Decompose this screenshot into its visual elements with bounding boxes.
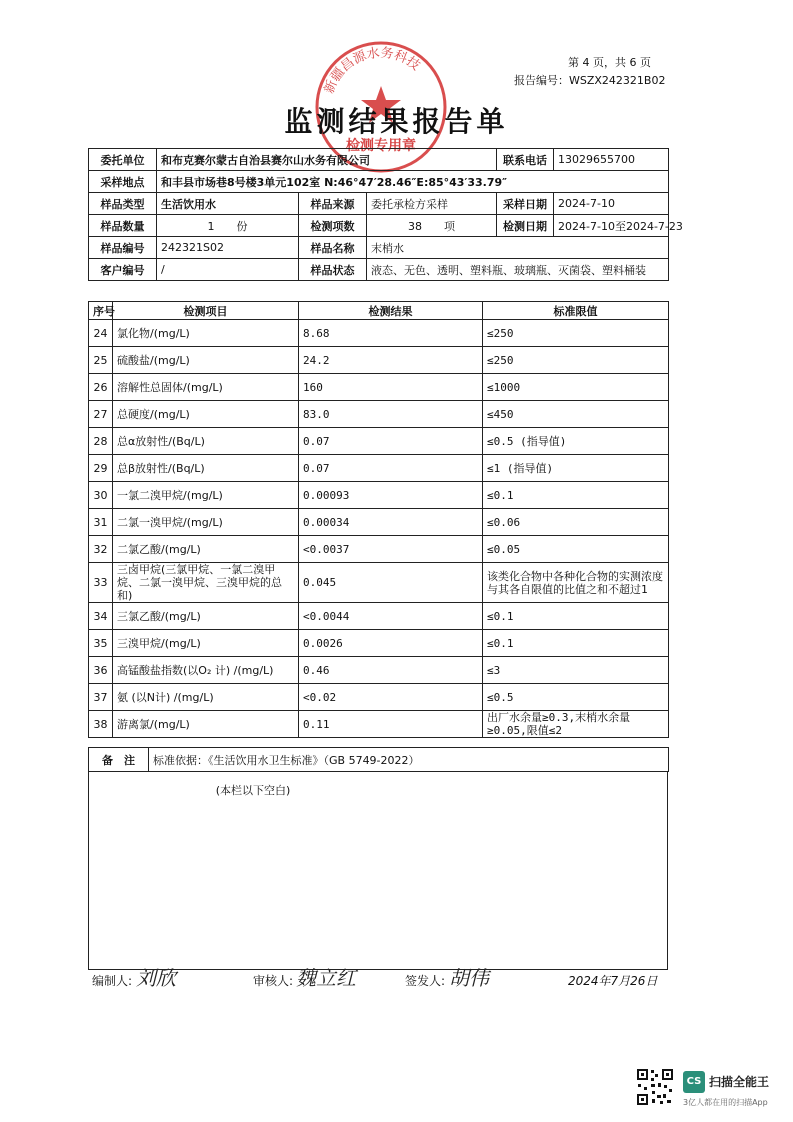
row-item: 氨 (以N计) /(mg/L) [113, 684, 299, 711]
row-item: 三溴甲烷/(mg/L) [113, 630, 299, 657]
test-date-label: 检测日期 [497, 215, 554, 237]
page-title: 监测结果报告单 [284, 105, 509, 138]
site-value: 和丰县市场巷8号楼3单元102室 N:46°47′28.46″E:85°43′33.79″ [157, 171, 669, 193]
table-row [89, 482, 669, 509]
row-item: 二氯乙酸/(mg/L) [113, 536, 299, 563]
items-count-value: 38 项 [367, 215, 497, 237]
row-number: 24 [89, 320, 113, 347]
sample-name-value: 末梢水 [367, 237, 669, 259]
table-row [89, 536, 669, 563]
remarks-table [88, 747, 669, 772]
row-item: 一氯二溴甲烷/(mg/L) [113, 482, 299, 509]
row-number: 25 [89, 347, 113, 374]
row-number: 28 [89, 428, 113, 455]
report-number [514, 72, 665, 88]
table-row [89, 563, 669, 603]
seal-bottom-text: 检测专用章 [346, 138, 416, 154]
phone-label: 联系电话 [497, 149, 554, 171]
row-number: 34 [89, 603, 113, 630]
row-number: 31 [89, 509, 113, 536]
row-limit: 出厂水余量≥0.3,末梢水余量≥0.05,限值≤2 [483, 711, 669, 738]
row-result: 0.0026 [299, 630, 483, 657]
account-value: / [157, 259, 299, 281]
sample-info-table [88, 148, 683, 281]
report-number-value: WSZX242321B02 [569, 74, 666, 87]
row-limit: ≤0.1 [483, 482, 669, 509]
camscanner-logo-icon: CS [683, 1071, 705, 1093]
qr-code-icon [636, 1068, 674, 1106]
remarks-label: 备 注 [89, 748, 149, 772]
blank-note: (本栏以下空白) [215, 784, 291, 797]
col-item-header: 检测项目 [113, 302, 299, 320]
row-item: 总β放射性/(Bq/L) [113, 455, 299, 482]
row-item: 硫酸盐/(mg/L) [113, 347, 299, 374]
row-limit: ≤0.06 [483, 509, 669, 536]
author-label: 编制人: [92, 974, 133, 988]
row-result: 0.045 [299, 563, 483, 603]
row-limit: ≤450 [483, 401, 669, 428]
col-no-header: 序号 [89, 302, 113, 320]
row-limit: ≤1 (指导值) [483, 455, 669, 482]
row-limit: ≤250 [483, 320, 669, 347]
row-number: 30 [89, 482, 113, 509]
row-item: 三卤甲烷(三氯甲烷、一氯二溴甲烷、二氯一溴甲烷、三溴甲烷的总和) [113, 563, 299, 603]
row-result: 0.00034 [299, 509, 483, 536]
row-item: 高锰酸盐指数(以O₂ 计) /(mg/L) [113, 657, 299, 684]
row-number: 36 [89, 657, 113, 684]
account-label: 客户编号 [89, 259, 157, 281]
quantity-value: 1 份 [157, 215, 299, 237]
quantity-label: 样品数量 [89, 215, 157, 237]
blank-area [88, 771, 668, 970]
row-result: 0.00093 [299, 482, 483, 509]
row-limit: ≤0.5 (指导值) [483, 428, 669, 455]
row-limit: ≤3 [483, 657, 669, 684]
row-result: <0.02 [299, 684, 483, 711]
table-row [89, 711, 669, 738]
row-item: 溶解性总固体/(mg/L) [113, 374, 299, 401]
source-value: 委托承检方采样 [367, 193, 497, 215]
row-result: 0.07 [299, 455, 483, 482]
reviewer-signature: 魏立红 [296, 966, 356, 990]
row-number: 38 [89, 711, 113, 738]
row-result: 0.46 [299, 657, 483, 684]
client-value: 和布克赛尔蒙古自治县赛尔山水务有限公司 [157, 149, 497, 171]
sign-date: 2024年7月26日 [568, 974, 658, 988]
row-item: 三氯乙酸/(mg/L) [113, 603, 299, 630]
row-limit: ≤1000 [483, 374, 669, 401]
seal-top-text: 新疆昌源水务科技 [321, 45, 423, 96]
row-limit: ≤0.05 [483, 536, 669, 563]
row-limit: ≤250 [483, 347, 669, 374]
row-result: 0.11 [299, 711, 483, 738]
row-item: 总α放射性/(Bq/L) [113, 428, 299, 455]
row-result: 83.0 [299, 401, 483, 428]
row-item: 总硬度/(mg/L) [113, 401, 299, 428]
page-info: 第 4 页，共 6 页 [568, 56, 651, 69]
sample-date-label: 采样日期 [497, 193, 554, 215]
sample-date-value: 2024-7-10 [554, 193, 669, 215]
remarks-text: 标准依据：《生活饮用水卫生标准》（GB 5749-2022） [149, 748, 669, 772]
row-result: 24.2 [299, 347, 483, 374]
svg-text:新疆昌源水务科技 [322, 45, 423, 96]
sample-name-label: 样品名称 [299, 237, 367, 259]
row-number: 37 [89, 684, 113, 711]
type-label: 样品类型 [89, 193, 157, 215]
row-result: 160 [299, 374, 483, 401]
table-row [89, 509, 669, 536]
row-limit: ≤0.1 [483, 603, 669, 630]
site-label: 采样地点 [89, 171, 157, 193]
report-number-label: 报告编号： [514, 74, 569, 87]
row-number: 27 [89, 401, 113, 428]
row-result: <0.0037 [299, 536, 483, 563]
row-number: 35 [89, 630, 113, 657]
source-label: 样品来源 [299, 193, 367, 215]
col-result-header: 检测结果 [299, 302, 483, 320]
row-limit: ≤0.5 [483, 684, 669, 711]
results-table [88, 301, 669, 738]
state-label: 样品状态 [299, 259, 367, 281]
app-name: 扫描全能王 [709, 1075, 770, 1089]
row-number: 33 [89, 563, 113, 603]
row-result: 0.07 [299, 428, 483, 455]
row-result: 8.68 [299, 320, 483, 347]
table-row [89, 684, 669, 711]
row-item: 游离氯/(mg/L) [113, 711, 299, 738]
row-number: 26 [89, 374, 113, 401]
app-tagline: 3亿人都在用的扫描App [683, 1098, 768, 1107]
table-row [89, 401, 669, 428]
row-number: 32 [89, 536, 113, 563]
items-count-label: 检测项数 [299, 215, 367, 237]
phone-value: 13029655700 [554, 149, 669, 171]
state-value: 液态、无色、透明、塑料瓶、玻璃瓶、灭菌袋、塑料桶装 [367, 259, 669, 281]
row-number: 29 [89, 455, 113, 482]
author-signature: 刘欣 [136, 966, 176, 990]
table-row [89, 320, 669, 347]
sample-id-label: 样品编号 [89, 237, 157, 259]
row-limit: 该类化合物中各种化合物的实测浓度与其各自限值的比值之和不超过1 [483, 563, 669, 603]
client-label: 委托单位 [89, 149, 157, 171]
issuer-signature: 胡伟 [449, 966, 489, 990]
row-item: 氯化物/(mg/L) [113, 320, 299, 347]
type-value: 生活饮用水 [157, 193, 299, 215]
table-row [89, 630, 669, 657]
row-result: <0.0044 [299, 603, 483, 630]
table-row [89, 455, 669, 482]
reviewer-label: 审核人: [253, 974, 294, 988]
sample-id-value: 242321S02 [157, 237, 299, 259]
table-row [89, 428, 669, 455]
issuer-label: 签发人: [405, 974, 446, 988]
row-limit: ≤0.1 [483, 630, 669, 657]
table-row [89, 603, 669, 630]
col-limit-header: 标准限值 [483, 302, 669, 320]
table-row [89, 347, 669, 374]
test-date-value: 2024-7-10至2024-7-23 [554, 215, 669, 237]
table-row [89, 374, 669, 401]
table-row [89, 657, 669, 684]
row-item: 二氯一溴甲烷/(mg/L) [113, 509, 299, 536]
